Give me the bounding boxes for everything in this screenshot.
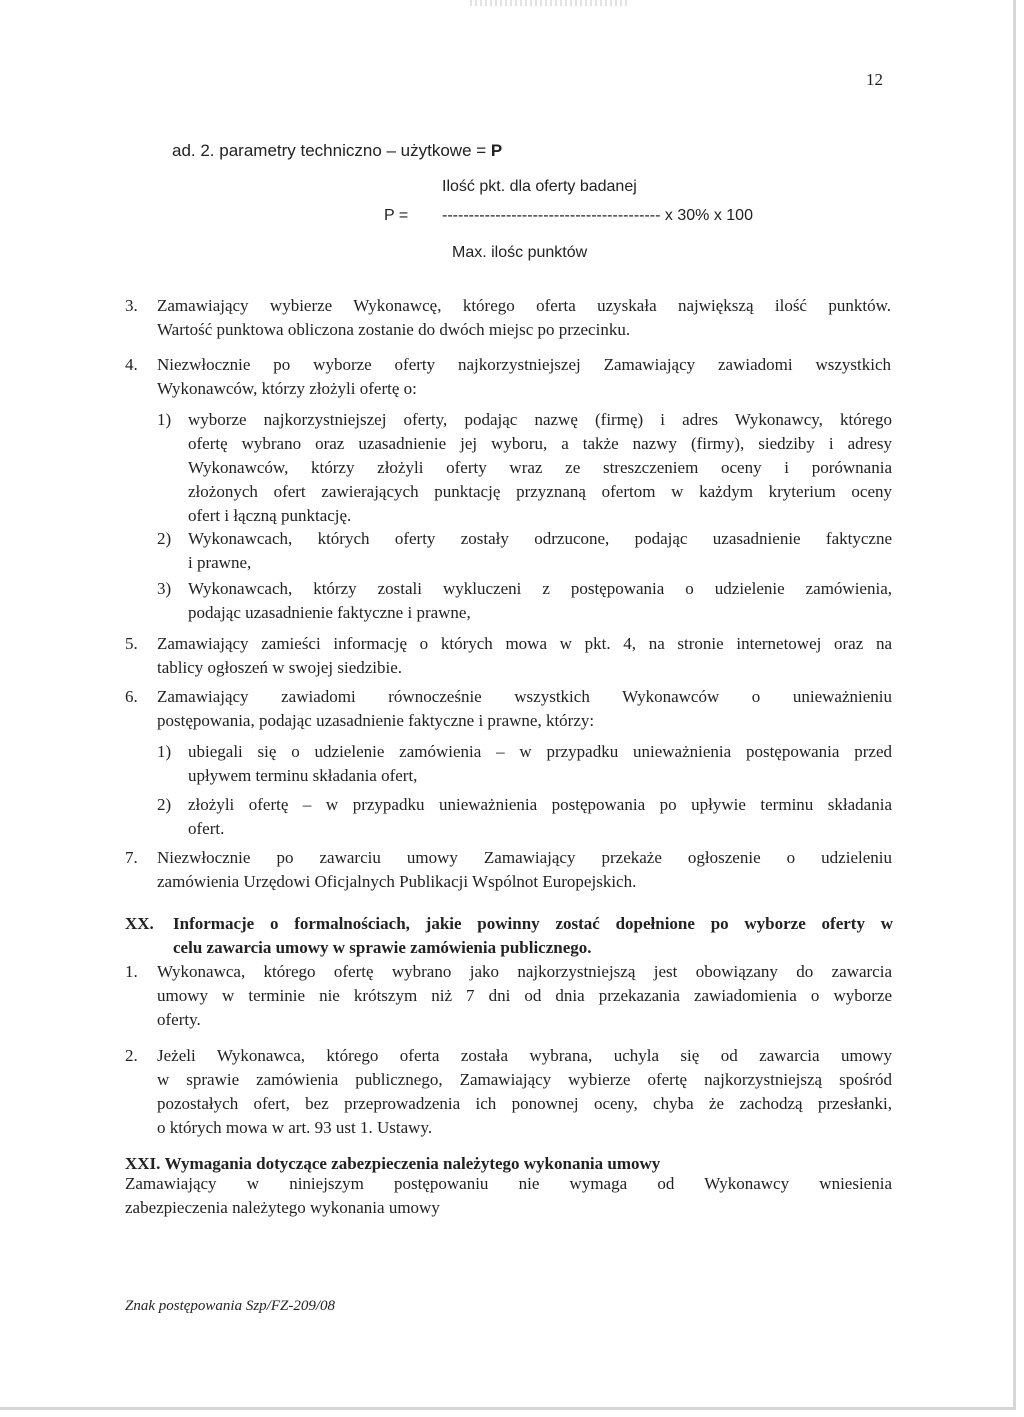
item-4-line-1: Niezwłocznie po wyborze oferty najkorzystniejszej Zamawiający zawiadomi wszystkich — [157, 355, 891, 374]
subitem-6-2-line-2: ofert. — [188, 819, 225, 838]
item-number: 6. — [125, 687, 138, 706]
item-7-line-2: zamówienia Urzędowi Oficjalnych Publikacji Wspólnot Europejskich. — [157, 872, 637, 891]
item-6-line-1: Zamawiający zawiadomi równocześnie wszystkich Wykonawców o unieważnieniu — [157, 687, 892, 706]
item-6-line-2: postępowania, podając uzasadnienie faktyczne i prawne, którzy: — [157, 711, 595, 730]
item-7-line-1: Niezwłocznie po zawarciu umowy Zamawiający przekaże ogłoszenie o udzieleniu — [157, 848, 892, 867]
subitem-number: 2) — [157, 529, 172, 548]
subitem-4-3-line-1: Wykonawcach, którzy zostali wykluczeni z postępowania o udzielenie zamówienia, — [188, 579, 892, 598]
xx-item-2-line-4: o których mowa w art. 93 ust 1. Ustawy. — [157, 1118, 433, 1137]
item-3-line-1: Zamawiający wybierze Wykonawcę, którego oferta uzyskała największą ilość punktów. — [157, 296, 891, 315]
item-number: 2. — [125, 1046, 138, 1065]
xx-item-2-line-3: pozostałych ofert, bez przeprowadzenia ich ponownej oceny, chyba że zachodzą przesłanki, — [157, 1094, 892, 1113]
subitem-4-1-line-1: wyborze najkorzystniejszej oferty, podając nazwę (firmę) i adres Wykonawcy, którego — [188, 410, 892, 429]
subitem-4-1-line-5: ofert i łączną punktację. — [188, 506, 352, 525]
section-xx-title-line-2: celu zawarcia umowy w sprawie zamówienia publicznego. — [173, 938, 592, 957]
subitem-6-2-line-1: złożyli ofertę – w przypadku unieważnienia postępowania po upływie terminu składania — [188, 795, 892, 814]
subitem-4-2-line-1: Wykonawcach, których oferty zostały odrzucone, podając uzasadnienie faktyczne — [188, 529, 892, 548]
item-number: 4. — [125, 355, 138, 374]
formula-numerator: Ilość pkt. dla oferty badanej — [442, 178, 637, 195]
section-xx-number: XX. — [125, 914, 154, 933]
subitem-number: 1) — [157, 410, 172, 429]
subitem-number: 3) — [157, 579, 172, 598]
footer-reference: Znak postępowania Szp/FZ-209/08 — [125, 1298, 336, 1314]
section-xxi-body-line-1: Zamawiający w niniejszym postępowaniu nie wymaga od Wykonawcy wniesienia — [125, 1174, 892, 1193]
subitem-4-1-line-3: Wykonawców, którzy złożyli oferty wraz ze streszczeniem oceny i porównania — [188, 458, 892, 477]
xx-item-1-line-1: Wykonawca, którego ofertę wybrano jako najkorzystniejszą jest obowiązany do zawarcia — [157, 962, 892, 981]
item-5-line-1: Zamawiający zamieści informację o których mowa w pkt. 4, na stronie internetowej oraz na — [157, 634, 892, 653]
item-number: 7. — [125, 848, 138, 867]
subitem-6-1-line-1: ubiegali się o udzielenie zamówienia – w przypadku unieważnienia postępowania przed — [188, 742, 892, 761]
subitem-4-1-line-2: ofertę wybrano oraz uzasadnienie jej wyboru, a także nazwy (firmy), siedziby i adresy — [188, 434, 892, 453]
formula-multiplier: x 30% x 100 — [664, 207, 753, 224]
xx-item-1-line-3: oferty. — [157, 1010, 201, 1029]
ad2-heading-text: ad. 2. parametry techniczno – użytkowe = — [172, 141, 491, 160]
subitem-number: 1) — [157, 742, 172, 761]
xx-item-1-line-2: umowy w terminie nie krótszym niż 7 dni od dnia przekazania zawiadomienia o wyborze — [157, 986, 892, 1005]
section-ad2-heading — [172, 141, 502, 161]
section-xxi-title: Wymagania dotyczące zabezpieczenia należytego wykonania umowy — [164, 1154, 661, 1173]
item-3-line-2: Wartość punktowa obliczona zostanie do dwóch miejsc po przecinku. — [157, 320, 631, 339]
subitem-number: 2) — [157, 795, 172, 814]
scan-artifact — [470, 0, 630, 6]
formula-denominator: Max. ilośc punktów — [452, 244, 588, 261]
subitem-4-1-line-4: złożonych ofert zawierających punktację przyznaną ofertom w każdym kryterium oceny — [188, 482, 892, 501]
section-xxi-number: XXI. — [125, 1154, 161, 1173]
page-number: 12 — [866, 70, 883, 89]
formula-dashes: ----------------------------------------- — [442, 207, 661, 224]
item-4-line-2: Wykonawców, którzy złożyli ofertę o: — [157, 379, 417, 398]
formula-lhs: P = — [384, 207, 409, 224]
section-xxi-body-line-2: zabezpieczenia należytego wykonania umowy — [125, 1198, 440, 1217]
xx-item-2-line-1: Jeżeli Wykonawca, którego oferta została wybrana, uchyla się od zawarcia umowy — [157, 1046, 892, 1065]
subitem-4-3-line-2: podając uzasadnienie faktyczne i prawne, — [188, 603, 471, 622]
item-5-line-2: tablicy ogłoszeń w swojej siedzibie. — [157, 658, 403, 677]
item-number: 1. — [125, 962, 138, 981]
item-number: 5. — [125, 634, 138, 653]
formula-fraction-line — [442, 207, 753, 225]
item-number: 3. — [125, 296, 138, 315]
subitem-6-1-line-2: upływem terminu składania ofert, — [188, 766, 418, 785]
section-xx-title-line-1: Informacje o formalnościach, jakie powinny zostać dopełnione po wyborze oferty w — [173, 914, 893, 933]
ad2-heading-variable: P — [490, 141, 503, 160]
subitem-4-2-line-2: i prawne, — [188, 553, 252, 572]
xx-item-2-line-2: w sprawie zamówienia publicznego, Zamawiający wybierze ofertę najkorzystniejszą spośród — [157, 1070, 892, 1089]
